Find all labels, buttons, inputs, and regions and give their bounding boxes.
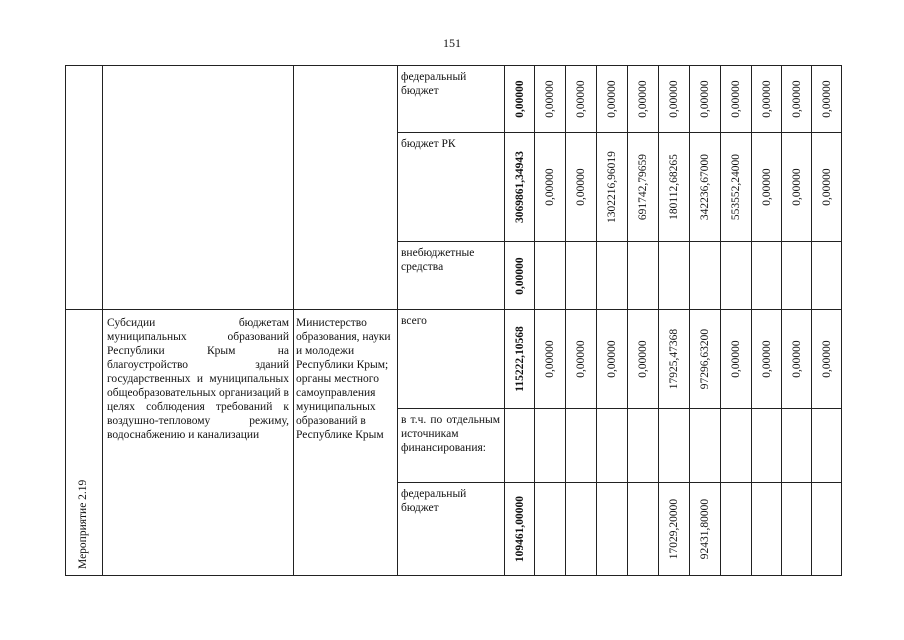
year-value: 0,00000 <box>544 168 556 206</box>
year-value: 0,00000 <box>637 80 649 118</box>
year-cell <box>782 310 812 409</box>
year-value: 0,00000 <box>637 340 649 378</box>
total-cell <box>505 242 535 310</box>
funding-source: внебюджетные средства <box>398 242 505 310</box>
year-cell <box>535 310 566 409</box>
year-cell <box>812 483 842 576</box>
measure-cell-continued <box>66 66 103 310</box>
year-cell <box>535 483 566 576</box>
year-cell <box>782 133 812 242</box>
year-cell <box>659 310 690 409</box>
year-cell <box>752 310 782 409</box>
year-cell <box>812 242 842 310</box>
year-cell <box>566 242 597 310</box>
year-value: 0,00000 <box>760 340 773 378</box>
year-cell <box>628 242 659 310</box>
year-cell <box>659 133 690 242</box>
year-cell <box>628 133 659 242</box>
funding-source: всего <box>398 310 505 409</box>
year-cell <box>597 310 628 409</box>
total-value: 0,00000 <box>513 80 526 118</box>
year-cell <box>690 310 721 409</box>
year-value: 0,00000 <box>820 80 833 118</box>
year-value: 0,00000 <box>575 168 587 206</box>
year-cell <box>782 66 812 133</box>
funding-source: бюджет РК <box>398 133 505 242</box>
year-cell <box>535 242 566 310</box>
year-cell <box>597 66 628 133</box>
year-value: 0,00000 <box>575 80 587 118</box>
year-cell <box>721 133 752 242</box>
year-value: 1302216,96019 <box>606 151 618 223</box>
measure-label-cell <box>66 310 103 576</box>
year-cell <box>690 133 721 242</box>
year-cell <box>597 409 628 483</box>
year-cell <box>535 66 566 133</box>
year-value: 0,00000 <box>820 168 833 206</box>
year-cell <box>752 242 782 310</box>
year-cell <box>812 66 842 133</box>
year-cell <box>597 133 628 242</box>
year-cell <box>659 483 690 576</box>
year-cell <box>628 66 659 133</box>
year-value: 0,00000 <box>760 168 773 206</box>
year-value: 0,00000 <box>606 80 618 118</box>
total-value: 0,00000 <box>513 256 526 295</box>
year-value: 0,00000 <box>544 80 556 118</box>
year-cell <box>566 66 597 133</box>
table-row <box>66 310 842 409</box>
year-value: 0,00000 <box>575 340 587 378</box>
year-cell <box>690 409 721 483</box>
funding-source: в т.ч. по отдельным источникам финансирования: <box>398 409 505 483</box>
year-cell <box>812 310 842 409</box>
year-cell <box>566 133 597 242</box>
year-value: 17029,20000 <box>668 498 680 560</box>
funding-source: федеральный бюджет <box>398 483 505 576</box>
year-value: 691742,79659 <box>637 153 649 221</box>
page-number: 151 <box>443 36 461 50</box>
year-cell <box>535 133 566 242</box>
year-cell <box>628 483 659 576</box>
year-cell <box>659 242 690 310</box>
year-cell <box>659 66 690 133</box>
year-cell <box>690 66 721 133</box>
year-value: 0,00000 <box>668 80 680 118</box>
year-cell <box>566 483 597 576</box>
year-cell <box>752 66 782 133</box>
table-row <box>66 66 842 133</box>
year-value: 0,00000 <box>730 340 742 378</box>
year-cell <box>812 409 842 483</box>
year-cell <box>690 242 721 310</box>
total-value: 3069861,34943 <box>513 151 526 223</box>
total-cell <box>505 483 535 576</box>
year-cell <box>721 66 752 133</box>
year-cell <box>721 310 752 409</box>
budget-table <box>65 65 842 576</box>
year-cell <box>782 242 812 310</box>
year-cell <box>690 483 721 576</box>
year-cell <box>721 242 752 310</box>
year-cell <box>752 409 782 483</box>
year-value: 553552,24000 <box>730 153 742 221</box>
funding-source: федеральный бюджет <box>398 66 505 133</box>
year-value: 17925,47368 <box>668 328 680 390</box>
year-cell <box>752 483 782 576</box>
year-cell <box>566 409 597 483</box>
year-cell <box>628 310 659 409</box>
total-value: 109461,00000 <box>513 495 526 563</box>
total-value: 115222,10568 <box>513 326 526 392</box>
year-value: 0,00000 <box>790 340 803 378</box>
year-value: 0,00000 <box>606 340 618 378</box>
year-value: 0,00000 <box>699 80 711 118</box>
year-cell <box>597 483 628 576</box>
year-cell <box>721 409 752 483</box>
year-cell <box>628 409 659 483</box>
responsible-cell-continued <box>294 66 398 310</box>
total-cell <box>505 133 535 242</box>
year-cell <box>659 409 690 483</box>
year-value: 342236,67000 <box>699 153 711 221</box>
measure-label: Мероприятие 2.19 <box>77 479 89 569</box>
year-value: 0,00000 <box>790 80 803 118</box>
year-cell <box>752 133 782 242</box>
year-value: 0,00000 <box>820 340 833 378</box>
year-value: 0,00000 <box>790 168 803 206</box>
year-value: 0,00000 <box>730 80 742 118</box>
year-cell <box>782 483 812 576</box>
year-value: 0,00000 <box>544 340 556 378</box>
year-cell <box>782 409 812 483</box>
year-value: 97296,63200 <box>699 328 711 390</box>
year-value: 0,00000 <box>760 80 773 118</box>
year-value: 92431,80000 <box>699 498 711 560</box>
total-cell <box>505 310 535 409</box>
responsible-executor: Министерство образования, науки и молодежи Республики Крым; органы местного самоуправления муниципальных образований в Республике Крым <box>294 310 398 576</box>
year-cell <box>535 409 566 483</box>
description-cell-continued <box>103 66 294 310</box>
year-cell <box>597 242 628 310</box>
measure-description: Субсидии бюджетам муниципальных образований Республики Крым на благоустройство зданий государственных и муниципальных общеобразовательных организаций в целях соблюдения требований к воздушно-тепловому режиму, водоснабжению и канализации <box>103 310 294 576</box>
total-cell <box>505 66 535 133</box>
year-value: 180112,68265 <box>668 154 680 220</box>
year-cell <box>721 483 752 576</box>
total-cell <box>505 409 535 483</box>
year-cell <box>812 133 842 242</box>
year-cell <box>566 310 597 409</box>
